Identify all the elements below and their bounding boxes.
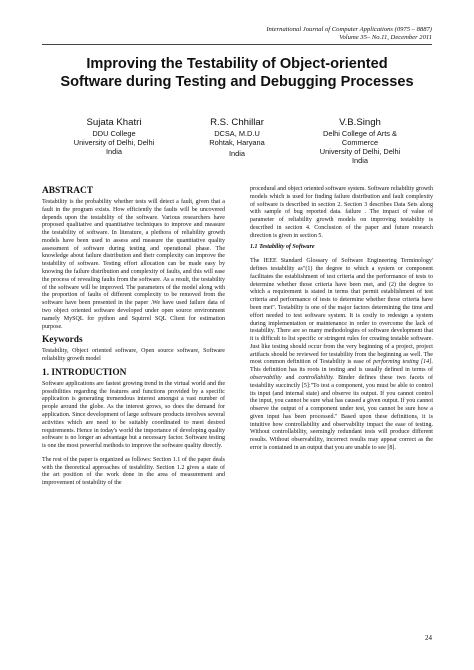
- abstract-text: Testability is the probability whether tests will detect a fault, given that a fault in the program exists. How efficiently the faults will be uncovered depends upon the testability of the software. Various researchers have proposed qualitative and quantitative techniques to improve and measure the testability of software. In literature, a plethora of reliability growth models have been used to assess and measure the quantitative quality assessment of software during testing and operational phase. The knowledge about failure distribution and their complexity can improve the testability of software. Testing effort allocation can be made easy by knowing the failure distribution and complexity of faults, and this will ease the process of revealing faults from the software. As a result, the testability of the software will be improved. The parameters of the model along with the proportion of faults of different complexity to be removed from the software have been presented in the paper .We have used failure data of two object oriented software developed under open source environment namely MySQL for python and Squirrel SQL Client for estimation purpose.: [42, 199, 225, 330]
- author-affiliation-line: University of Delhi, Delhi: [73, 138, 155, 147]
- volume-info: Volume 35– No.11, December 2011: [339, 34, 432, 41]
- introduction-heading: 1. INTRODUCTION: [42, 367, 127, 378]
- introduction-paragraph-1: Software applications are fastest growing trend in the virtual world and the possibilities regarding the features and functions provided by a specific application is generating tremendous interest amongst a vast number of people around the globe. As the interest grows, so does the demand for application. Since development of large software products involves several activities which are need to be suitably coordinated to meet desired requirements. Hence in today's world the importance of developing quality software is no longer an advantage but a necessary factor. Software testing is one the most powerful methods to improve the software quality directly.: [42, 380, 225, 450]
- author-affiliation-line: DDU College: [92, 129, 136, 138]
- page-number: 24: [425, 634, 432, 642]
- author-affiliation-line: India: [351, 156, 369, 165]
- testability-paragraph: [250, 258, 433, 453]
- abstract-heading: ABSTRACT: [42, 186, 94, 196]
- author-name: R.S. Chhillar: [210, 117, 264, 128]
- author-affiliation-line: India: [105, 147, 123, 156]
- left-column: [42, 186, 225, 488]
- testability-text-a: The IEEE Standard Glossary of Software Engineering Terminology' defines testability as"(1) the degree to which a system or component facilitates the establishment of test criteria and the performance of tests to determine whether those criteria have been met, and (2) the degree to which a requirement is stated in terms that permit establishment of test criteria and performance of tests to determine whether those criteria have been met". Testability is one of the major factors determining the time and effort needed to test software system. It is costly to redesign a system during implementation or maintenance in order to overcome the lack of testability. There are so many methodologies of software development that it is difficult to list specific or stringent rules for creating testable software. Just like testing should occur from the very beginning of a project, project artifacts should be reviewed for testability from the beginning as well. The most common definition of Testability is ease of: [250, 258, 433, 366]
- author-affiliation-line: India: [228, 149, 246, 158]
- author-affiliation-line: Commerce: [341, 138, 379, 147]
- header-rule: [42, 44, 432, 45]
- author-affiliation-line: Delhi College of Arts &: [323, 129, 397, 138]
- author-name: Sujata Khatri: [86, 117, 142, 128]
- author-affiliation-line: University of Delhi, Delhi: [319, 147, 401, 156]
- author-block-2: [177, 117, 297, 158]
- testability-text-italic-2: observability: [250, 374, 282, 381]
- right-column: [250, 186, 433, 453]
- section-1-1-heading: 1.1 Testability of Software: [250, 244, 315, 251]
- organization-paragraph: procedural and object oriented software system. Software reliability growth models which is used for finding failure distribution and fault complexity of software is described in section 2. Section 3 describes Data Sets along with sample of bug reported data. failure . The impact of value of parameter of reliability growth models on improving testability is described in section 4. Conclusion of the paper and future research direction is given in section 5.: [250, 186, 433, 239]
- author-name: V.B.Singh: [339, 117, 381, 128]
- journal-name: International Journal of Computer Applications (0975 – 8887): [266, 26, 432, 33]
- journal-header: [266, 26, 432, 42]
- author-affiliation-line: DCSA, M.D.U: [214, 129, 260, 138]
- testability-text-c: and: [281, 374, 299, 381]
- keywords-heading: Keywords: [42, 335, 83, 346]
- testability-text-italic-3: controllability.: [298, 374, 335, 381]
- author-block-1: [54, 117, 174, 156]
- title-line-2: Software during Testing and Debugging Processes: [60, 74, 414, 90]
- paper-title: [30, 55, 444, 91]
- author-block-3: [300, 117, 420, 165]
- introduction-paragraph-2: The rest of the paper is organized as follows: Section 1.1 of the paper deals with the theoretical approaches of testability. Section 1.2 gives a state of the art position of the work done in the area of measurement and improvement of testability of the: [42, 456, 225, 487]
- title-line-1: Improving the Testability of Object-oriented: [86, 56, 388, 72]
- author-affiliation-line: Rohtak, Haryana: [209, 138, 265, 147]
- keywords-text: Testability, Object oriented software, Open source software, Software reliability growth model: [42, 348, 225, 363]
- testability-text-d: Binder defines these two facets of testability succinctly [5]:"To test a component, you must be able to control its input (and internal state) and observe its output. If you cannot control the input, you cannot be sure what has caused a given output. If you cannot observe the output of a component under test, you cannot be sure how a given input has been processed." Based upon these definitions, it is intuitive how controllability and observability impact the ease of testing. Without controllability, seemingly redundant tests will produce different results. Without observability, incorrect results may appear correct as the error is contained in an output that you are unable to see [8].: [250, 374, 433, 451]
- testability-text-italic-1: performing testing [14].: [373, 359, 433, 366]
- testability-text-b: This definition has its roots in testing and is usually defined in terms of: [250, 367, 433, 374]
